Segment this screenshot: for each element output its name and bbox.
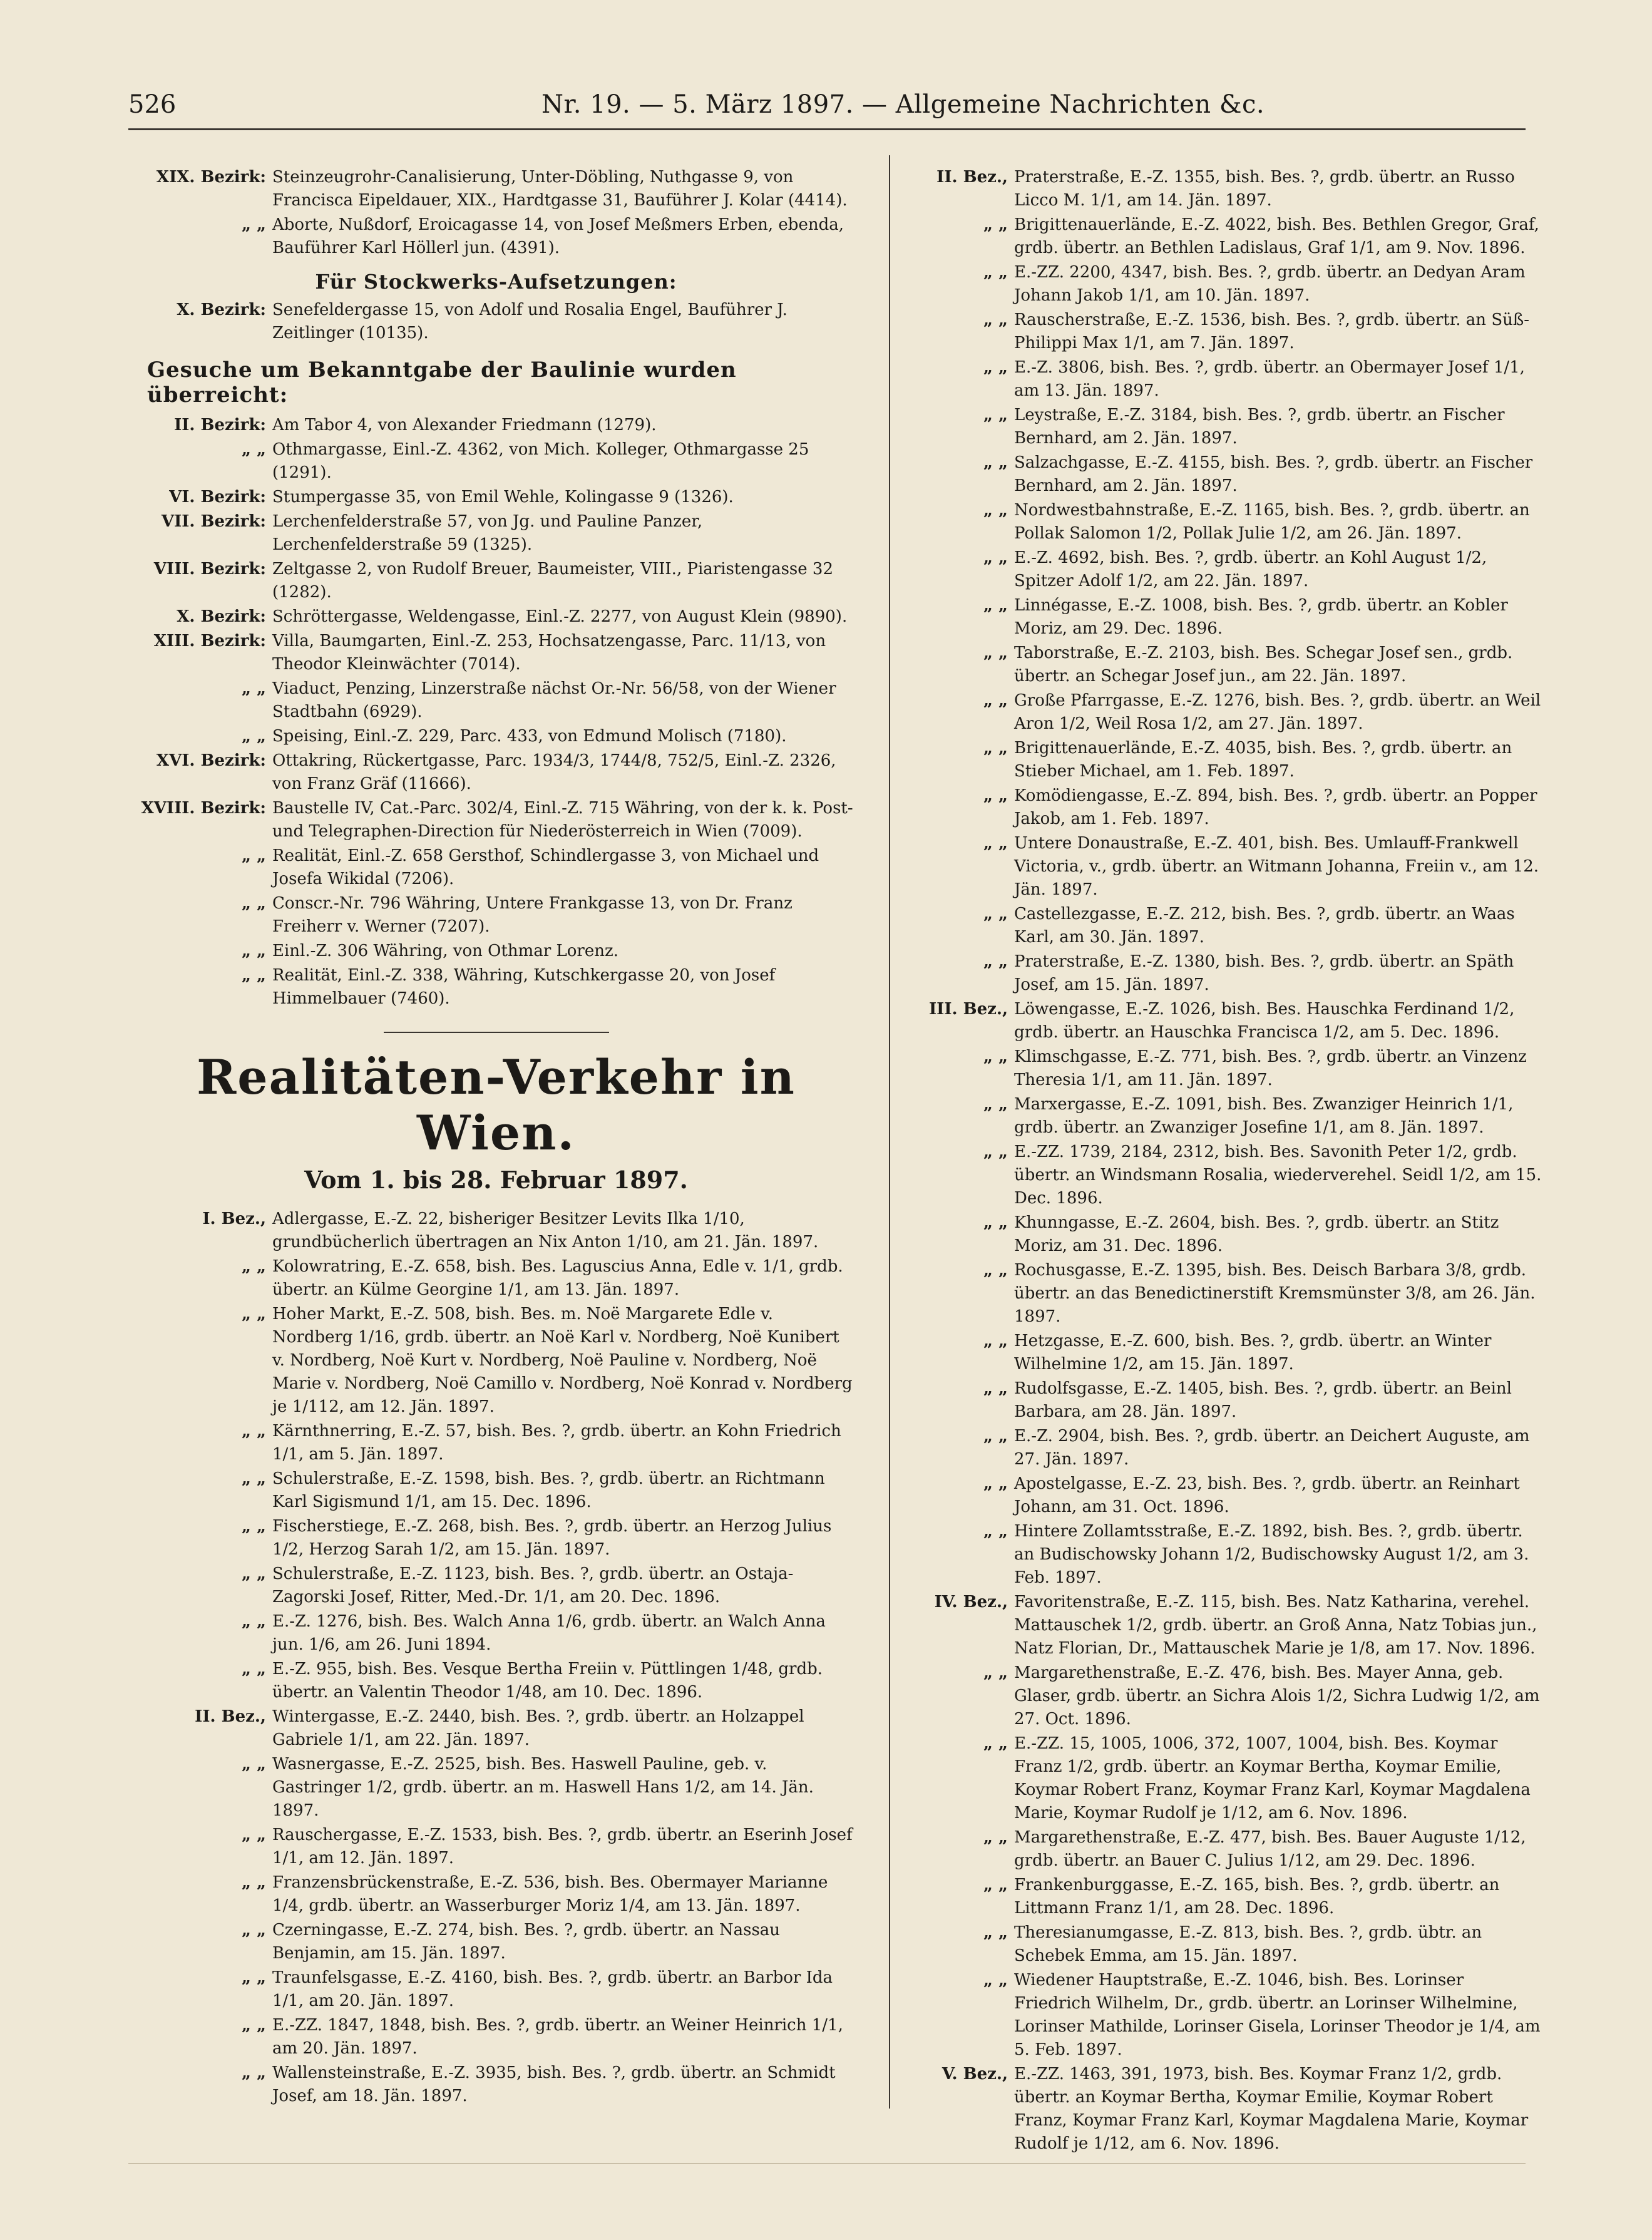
list-item [135, 1208, 858, 1254]
district-label: „ „ [983, 905, 1008, 923]
entry-text: Ottakring, Rückertgasse, Parc. 1934/3, 1744/8, 752/5, Einl.-Z. 2326, von Franz Gräf (11666). [272, 751, 836, 793]
entry-text: Realität, Einl.-Z. 338, Währing, Kutschkergasse 20, von Josef Himmelbauer (7460). [272, 966, 776, 1008]
list-item [920, 1662, 1546, 1731]
entry-text: Viaduct, Penzing, Linzerstraße nächst Or.-Nr. 56/58, von der Wiener Stadtbahn (6929). [272, 679, 836, 721]
list-item [920, 1330, 1546, 1376]
district-label: „ „ [242, 1612, 266, 1631]
entry-text: Rauscherstraße, E.-Z. 1536, bish. Bes. ?, grdb. übertr. an Süß-Philippi Max 1/1, am 7. Jän. 1897. [1014, 311, 1530, 352]
entry-text: Traunfelsgasse, E.-Z. 4160, bish. Bes. ?, grdb. übertr. an Barbor Ida 1/1, am 20. Jän. 1897. [272, 1968, 833, 2010]
list-item [920, 499, 1546, 545]
entry-text: E.-ZZ. 1463, 391, 1973, bish. Bes. Koymar Franz 1/2, grdb. übertr. an Koymar Bertha, Koymar Emilie, Koymar Robert Franz, Koymar Franz Karl, Koymar Magdalena Marie, Koymar Rudolf je 1/12, am 6. Nov. 1896. [1014, 2065, 1529, 2153]
entry-text: Schulerstraße, E.-Z. 1123, bish. Bes. ?, grdb. übertr. an Ostaja-Zagorski Josef, Ritter, Med.-Dr. 1/1, am 20. Dec. 1896. [272, 1564, 794, 1606]
district-label: XIX. Bezirk: [156, 168, 266, 187]
list-item [135, 1753, 858, 1822]
list-item [920, 737, 1546, 783]
entry-text: Villa, Baumgarten, Einl.-Z. 253, Hochsatzengasse, Parc. 11/13, von Theodor Kleinwächter (7014). [272, 632, 826, 674]
district-label: XVI. Bezirk: [156, 751, 266, 770]
right-column [920, 166, 1546, 2157]
list-item [135, 797, 858, 843]
entry-text: Salzachgasse, E.-Z. 4155, bish. Bes. ?, grdb. übertr. an Fischer Bernhard, am 2. Jän. 1897. [1014, 453, 1533, 495]
entry-text: Favoritenstraße, E.-Z. 115, bish. Bes. Natz Katharina, verehel. Mattauschek 1/2, grdb. übertr. an Groß Anna, Natz Tobias jun., Natz Florian, Dr., Mattauschek Marie je 1/8, am 17. Nov. 1896. [1014, 1593, 1537, 1658]
list-item [920, 404, 1546, 450]
entry-text: Wintergasse, E.-Z. 2440, bish. Bes. ?, grdb. übertr. an Holzappel Gabriele 1/1, am 22. Jän. 1897. [272, 1707, 804, 1749]
list-item [135, 2014, 858, 2060]
list-item [135, 1871, 858, 1918]
list-item [135, 1467, 858, 1514]
district-label: II. Bez., [936, 168, 1008, 187]
district-label: „ „ [983, 1876, 1008, 1894]
stockwerk-heading: Für Stockwerks-Aufsetzungen: [315, 270, 677, 294]
district-label: „ „ [983, 644, 1008, 662]
district-label: I. Bez., [202, 1210, 266, 1228]
district-label: „ „ [983, 215, 1008, 234]
list-item [920, 166, 1546, 212]
district-label: „ „ [242, 2016, 266, 2035]
district-label: XVIII. Bezirk: [141, 799, 266, 818]
list-item [135, 510, 858, 557]
district-label: „ „ [242, 1921, 266, 1939]
entry-text: Untere Donaustraße, E.-Z. 401, bish. Bes. Umlauff-Frankwell Victoria, v., grdb. übertr. an Witmann Johanna, Freiin v., am 12. Jän. 1897. [1014, 834, 1539, 899]
district-label: „ „ [983, 1261, 1008, 1280]
district-label: V. Bez., [941, 2065, 1008, 2083]
list-item [920, 309, 1546, 355]
district-label: „ „ [983, 501, 1008, 520]
district-label: „ „ [242, 1826, 266, 1844]
list-item [920, 1826, 1546, 1873]
district-label: „ „ [242, 894, 266, 913]
entry-text: E.-ZZ. 15, 1005, 1006, 372, 1007, 1004, bish. Bes. Koymar Franz 1/2, grdb. übertr. an Koymar Bertha, Koymar Emilie, Koymar Robert Franz, Koymar Franz Karl, Koymar Magdalena Marie, Koymar Rudolf je 1/12, am 6. Nov. 1896. [1014, 1734, 1531, 1822]
entry-text: Khunngasse, E.-Z. 2604, bish. Bes. ?, grdb. übertr. an Stitz Moriz, am 31. Dec. 1896. [1014, 1213, 1499, 1255]
list-item [135, 725, 858, 748]
district-label: „ „ [242, 942, 266, 960]
date-range: Vom 1. bis 28. Februar 1897. [304, 1166, 688, 1194]
list-item [135, 1515, 858, 1561]
list-item [920, 1969, 1546, 2062]
district-label: „ „ [242, 1517, 266, 1536]
entry-text: Marxergasse, E.-Z. 1091, bish. Bes. Zwanziger Heinrich 1/1, grdb. übertr. an Zwanziger Josefine 1/1, am 8. Jän. 1897. [1014, 1095, 1514, 1137]
entry-text: Speising, Einl.-Z. 229, Parc. 433, von Edmund Molisch (7180). [272, 727, 787, 746]
district-label: „ „ [242, 2063, 266, 2082]
list-item [920, 689, 1546, 736]
intro-list [135, 166, 858, 260]
district-label: „ „ [242, 1305, 266, 1323]
district-label: „ „ [983, 1427, 1008, 1446]
entry-text: E.-ZZ. 1847, 1848, bish. Bes. ?, grdb. übertr. an Weiner Heinrich 1/1, am 20. Jän. 1897. [272, 2016, 843, 2058]
district-label: „ „ [983, 739, 1008, 758]
entry-text: Theresianumgasse, E.-Z. 813, bish. Bes. ?, grdb. übtr. an Schebek Emma, am 15. Jän. 1897. [1014, 1923, 1482, 1965]
entry-text: Taborstraße, E.-Z. 2103, bish. Bes. Schegar Josef sen., grdb. übertr. an Schegar Josef jun., am 22. Jän. 1897. [1014, 644, 1513, 686]
list-item [920, 1259, 1546, 1328]
list-item [135, 845, 858, 891]
page-header [128, 80, 1526, 124]
district-label: IV. Bez., [934, 1593, 1008, 1611]
district-label: „ „ [242, 966, 266, 985]
entry-text: Linnégasse, E.-Z. 1008, bish. Bes. ?, grdb. übertr. an Kobler Moriz, am 29. Dec. 1896. [1014, 596, 1508, 638]
entry-text: Aborte, Nußdorf, Eroicagasse 14, von Josef Meßmers Erben, ebenda, Bauführer Karl Höllerl jun. (4391). [272, 215, 844, 257]
entry-text: Franzensbrückenstraße, E.-Z. 536, bish. Bes. Obermayer Marianne 1/4, grdb. übertr. an Wasserburger Moriz 1/4, am 13. Jän. 1897. [272, 1873, 828, 1915]
district-label: XIII. Bezirk: [153, 632, 266, 650]
entry-text: Kärnthnerring, E.-Z. 57, bish. Bes. ?, grdb. übertr. an Kohn Friedrich 1/1, am 5. Jän. 1897. [272, 1422, 841, 1464]
list-item [920, 1732, 1546, 1825]
district-label: „ „ [242, 679, 266, 698]
district-label: X. Bezirk: [177, 301, 266, 319]
list-item [135, 1919, 858, 1965]
list-item [920, 1141, 1546, 1210]
district-label: „ „ [983, 358, 1008, 377]
list-item [135, 1705, 858, 1752]
realty-list-left [135, 1208, 858, 2108]
entry-text: Praterstraße, E.-Z. 1380, bish. Bes. ?, grdb. übertr. an Späth Josef, am 15. Jän. 1897. [1014, 952, 1514, 994]
entry-text: Apostelgasse, E.-Z. 23, bish. Bes. ?, grdb. übertr. an Reinhart Johann, am 31. Oct. 1896. [1014, 1474, 1520, 1516]
district-label: „ „ [983, 1663, 1008, 1682]
district-label: „ „ [242, 1564, 266, 1583]
list-item [920, 1874, 1546, 1920]
entry-text: E.-Z. 3806, bish. Bes. ?, grdb. übertr. an Obermayer Josef 1/1, am 13. Jän. 1897. [1014, 358, 1525, 400]
entry-text: Am Tabor 4, von Alexander Friedmann (1279). [272, 416, 657, 434]
realty-list-right [920, 166, 1546, 2155]
district-label: „ „ [983, 1734, 1008, 1753]
list-item [135, 486, 858, 509]
list-item [920, 547, 1546, 593]
list-item [135, 414, 858, 437]
list-item [135, 749, 858, 796]
district-label: „ „ [983, 691, 1008, 710]
entry-text: Einl.-Z. 306 Währing, von Othmar Lorenz. [272, 942, 618, 960]
list-item [920, 2063, 1546, 2155]
entry-text: Wiedener Hauptstraße, E.-Z. 1046, bish. Bes. Lorinser Friedrich Wilhelm, Dr., grdb. übertr. an Lorinser Wilhelmine, Lorinser Mathilde, Lorinser Gisela, Lorinser Theodor je 1/4, am 5. Feb. 1897. [1014, 1971, 1541, 2059]
list-item [135, 605, 858, 629]
entry-text: Othmargasse, Einl.-Z. 4362, von Mich. Kolleger, Othmargasse 25 (1291). [272, 440, 809, 482]
list-item [135, 1303, 858, 1419]
entry-text: Stumpergasse 35, von Emil Wehle, Kolingasse 9 (1326). [272, 488, 734, 506]
baulinie-list [135, 414, 858, 1010]
left-column [135, 166, 858, 2109]
entry-text: Hintere Zollamtsstraße, E.-Z. 1892, bish. Bes. ?, grdb. übertr. an Budischowsky Johann 1/2, Budischowsky August 1/2, am 3. Feb. 1897. [1014, 1522, 1529, 1587]
bottom-edge [128, 2163, 1526, 2164]
district-label: „ „ [242, 1968, 266, 1987]
entry-text: Praterstraße, E.-Z. 1355, bish. Bes. ?, grdb. übertr. an Russo Licco M. 1/1, am 14. Jän. 1897. [1014, 168, 1515, 210]
list-item [920, 261, 1546, 307]
entry-text: Lerchenfelderstraße 57, von Jg. und Pauline Panzer, Lerchenfelderstraße 59 (1325). [272, 512, 703, 554]
entry-text: Hetzgasse, E.-Z. 600, bish. Bes. ?, grdb. übertr. an Winter Wilhelmine 1/2, am 15. Jän. 1897. [1014, 1332, 1492, 1374]
list-item [135, 964, 858, 1010]
list-item [135, 558, 858, 604]
list-item [920, 1591, 1546, 1660]
district-label: „ „ [983, 834, 1008, 853]
entry-text: Leystraße, E.-Z. 3184, bish. Bes. ?, grdb. übertr. an Fischer Bernhard, am 2. Jän. 1897. [1014, 406, 1505, 448]
column-separator [889, 155, 890, 2109]
entry-text: Nordwestbahnstraße, E.-Z. 1165, bish. Bes. ?, grdb. übertr. an Pollak Salomon 1/2, Pollak Julie 1/2, am 26. Jän. 1897. [1014, 501, 1530, 543]
district-label: X. Bezirk: [177, 607, 266, 626]
list-item [135, 213, 858, 260]
list-item [920, 213, 1546, 260]
list-item [135, 1563, 858, 1609]
district-label: „ „ [983, 1474, 1008, 1493]
entry-text: Klimschgasse, E.-Z. 771, bish. Bes. ?, grdb. übertr. an Vinzenz Theresia 1/1, am 11. Jän. 1897. [1014, 1047, 1527, 1089]
list-item [920, 1377, 1546, 1424]
list-item [135, 677, 858, 724]
entry-text: Brigittenauerlände, E.-Z. 4035, bish. Bes. ?, grdb. übertr. an Stieber Michael, am 1. Feb. 1897. [1014, 739, 1512, 781]
entry-text: E.-Z. 4692, bish. Bes. ?, grdb. übertr. an Kohl August 1/2, Spitzer Adolf 1/2, am 22. Jän. 1897. [1014, 548, 1487, 590]
list-item [135, 166, 858, 212]
entry-text: Wallensteinstraße, E.-Z. 3935, bish. Bes. ?, grdb. übertr. an Schmidt Josef, am 18. Jän. 1897. [272, 2063, 836, 2105]
district-label: „ „ [983, 1379, 1008, 1398]
entry-text: E.-ZZ. 2200, 4347, bish. Bes. ?, grdb. übertr. an Dedyan Aram Johann Jakob 1/1, am 10. Jän. 1897. [1014, 263, 1526, 305]
entry-text: Margarethenstraße, E.-Z. 477, bish. Bes. Bauer Auguste 1/12, grdb. übertr. an Bauer C. Julius 1/12, am 29. Dec. 1896. [1014, 1828, 1526, 1870]
list-item [920, 1921, 1546, 1968]
district-label: „ „ [983, 1522, 1008, 1541]
district-label: „ „ [242, 1755, 266, 1774]
entry-text: E.-ZZ. 1739, 2184, 2312, bish. Bes. Savonith Peter 1/2, grdb. übertr. an Windsmann Rosalia, wiederverehel. Seidl 1/2, am 15. Dec. 1896. [1014, 1143, 1542, 1208]
entry-text: E.-Z. 1276, bish. Bes. Walch Anna 1/6, grdb. übertr. an Walch Anna jun. 1/6, am 26. Juni 1894. [272, 1612, 826, 1654]
page-number: 526 [128, 90, 177, 119]
entry-text: Kolowratring, E.-Z. 658, bish. Bes. Laguscius Anna, Edle v. 1/1, grdb. übertr. an Külme Georgine 1/1, am 13. Jän. 1897. [272, 1257, 843, 1299]
section-title: Realitäten-Verkehr in Wien. [197, 1049, 796, 1161]
district-label: „ „ [242, 215, 266, 234]
district-label: „ „ [242, 846, 266, 865]
list-item [135, 630, 858, 676]
district-label: II. Bezirk: [174, 416, 266, 434]
district-label: III. Bez., [929, 1000, 1008, 1019]
list-item [135, 299, 858, 345]
entry-text: Baustelle IV, Cat.-Parc. 302/4, Einl.-Z. 715 Währing, von der k. k. Post- und Telegraphen-Direction für Niederösterreich in Wien (7009). [272, 799, 853, 841]
district-label: „ „ [242, 1469, 266, 1488]
entry-text: Wasnergasse, E.-Z. 2525, bish. Bes. Haswell Pauline, geb. v. Gastringer 1/2, grdb. übertr. an m. Haswell Hans 1/2, am 14. Jän. 1897. [272, 1755, 814, 1820]
district-label: „ „ [242, 1873, 266, 1892]
list-item [920, 950, 1546, 997]
district-label: VI. Bezirk: [169, 488, 266, 506]
entry-text: Komödiengasse, E.-Z. 894, bish. Bes. ?, grdb. übertr. an Popper Jakob, am 1. Feb. 1897. [1014, 786, 1537, 828]
entry-text: Fischerstiege, E.-Z. 268, bish. Bes. ?, grdb. übertr. an Herzog Julius 1/2, Herzog Sarah 1/2, am 15. Jän. 1897. [272, 1517, 832, 1559]
list-item [920, 1520, 1546, 1590]
entry-text: Frankenburggasse, E.-Z. 165, bish. Bes. ?, grdb. übertr. an Littmann Franz 1/1, am 28. Dec. 1896. [1014, 1876, 1500, 1918]
district-label: „ „ [242, 727, 266, 746]
running-title: Nr. 19. — 5. März 1897. — Allgemeine Nachrichten &c. [541, 90, 1265, 119]
entry-text: Conscr.-Nr. 796 Währing, Untere Frankgasse 13, von Dr. Franz Freiherr v. Werner (7207). [272, 894, 793, 936]
list-item [920, 1472, 1546, 1519]
district-label: „ „ [983, 1923, 1008, 1942]
entry-text: E.-Z. 2904, bish. Bes. ?, grdb. übertr. an Deichert Auguste, am 27. Jän. 1897. [1014, 1427, 1530, 1469]
district-label: II. Bez., [195, 1707, 266, 1726]
entry-text: Löwengasse, E.-Z. 1026, bish. Bes. Hauschka Ferdinand 1/2, grdb. übertr. an Hauschka Francisca 1/2, am 5. Dec. 1896. [1014, 1000, 1515, 1042]
list-item [135, 1658, 858, 1704]
entry-text: Czerningasse, E.-Z. 274, bish. Bes. ?, grdb. übertr. an Nassau Benjamin, am 15. Jän. 1897. [272, 1921, 781, 1963]
entry-text: Castellezgasse, E.-Z. 212, bish. Bes. ?, grdb. übertr. an Waas Karl, am 30. Jän. 1897. [1014, 905, 1515, 947]
list-item [135, 1255, 858, 1302]
entry-text: Große Pfarrgasse, E.-Z. 1276, bish. Bes. ?, grdb. übertr. an Weil Aron 1/2, Weil Rosa 1/2, am 27. Jän. 1897. [1014, 691, 1541, 733]
district-label: „ „ [983, 263, 1008, 282]
list-item [135, 438, 858, 485]
entry-text: Senefeldergasse 15, von Adolf und Rosalia Engel, Bauführer J. Zeitlinger (10135). [272, 301, 788, 342]
district-label: „ „ [983, 1047, 1008, 1066]
district-label: „ „ [983, 1213, 1008, 1232]
stockwerk-list [135, 299, 858, 345]
entry-text: Zeltgasse 2, von Rudolf Breuer, Baumeister, VIII., Piaristengasse 32 (1282). [272, 560, 834, 602]
list-item [920, 1211, 1546, 1258]
district-label: „ „ [242, 1660, 266, 1678]
list-item [920, 832, 1546, 902]
entry-text: Rudolfsgasse, E.-Z. 1405, bish. Bes. ?, grdb. übertr. an Beinl Barbara, am 28. Jän. 1897. [1014, 1379, 1512, 1421]
entry-text: Hoher Markt, E.-Z. 508, bish. Bes. m. Noë Margarete Edle v. Nordberg 1/16, grdb. übertr. an Noë Karl v. Nordberg, Noë Kunibert v. Nordberg, Noë Kurt v. Nordberg, Noë Pauline v. Nordberg, Noë Marie v. Nordberg, Noë Camillo v. Nordberg, Noë Konrad v. Nordberg je 1/112, am 12. Jän. 1897. [272, 1305, 853, 1416]
district-label: „ „ [983, 1095, 1008, 1114]
entry-text: E.-Z. 955, bish. Bes. Vesque Bertha Freiin v. Püttlingen 1/48, grdb. übertr. an Valentin Theodor 1/48, am 10. Dec. 1896. [272, 1660, 823, 1702]
entry-text: Margarethenstraße, E.-Z. 476, bish. Bes. Mayer Anna, geb. Glaser, grdb. übertr. an Sichra Alois 1/2, Sichra Ludwig 1/2, am 27. Oct. 1896. [1014, 1663, 1540, 1729]
district-label: „ „ [983, 1971, 1008, 1990]
entry-text: Adlergasse, E.-Z. 22, bisheriger Besitzer Levits Ilka 1/10, grundbücherlich übertragen an Nix Anton 1/10, am 21. Jän. 1897. [272, 1210, 819, 1251]
list-item [920, 1046, 1546, 1092]
section-divider [384, 1032, 609, 1033]
list-item [135, 1610, 858, 1657]
entry-text: Schulerstraße, E.-Z. 1598, bish. Bes. ?, grdb. übertr. an Richtmann Karl Sigismund 1/1, am 15. Dec. 1896. [272, 1469, 825, 1511]
entry-text: Brigittenauerlände, E.-Z. 4022, bish. Bes. Bethlen Gregor, Graf, grdb. übertr. an Bethlen Ladislaus, Graf 1/1, am 9. Nov. 1896. [1014, 215, 1539, 257]
header-rule [128, 128, 1526, 130]
entry-text: Rochusgasse, E.-Z. 1395, bish. Bes. Deisch Barbara 3/8, grdb. übertr. an das Benedictinerstift Kremsmünster 3/8, am 26. Jän. 1897. [1014, 1261, 1536, 1326]
list-item [920, 356, 1546, 403]
list-item [135, 940, 858, 963]
entry-text: Steinzeugrohr-Canalisierung, Unter-Döbling, Nuthgasse 9, von Francisca Eipeldauer, XIX., Hardtgasse 31, Bauführer J. Kolar (4414). [272, 168, 848, 210]
list-item [135, 1966, 858, 2013]
list-item [135, 1420, 858, 1466]
list-item [920, 784, 1546, 831]
district-label: „ „ [242, 1257, 266, 1276]
district-label: „ „ [983, 311, 1008, 329]
district-label: VIII. Bezirk: [153, 560, 266, 578]
district-label: „ „ [242, 440, 266, 459]
list-item [135, 892, 858, 938]
list-item [920, 903, 1546, 949]
list-item [920, 1093, 1546, 1139]
district-label: „ „ [983, 786, 1008, 805]
district-label: „ „ [983, 1143, 1008, 1161]
entry-text: Schröttergasse, Weldengasse, Einl.-Z. 2277, von August Klein (9890). [272, 607, 848, 626]
entry-text: Rauschergasse, E.-Z. 1533, bish. Bes. ?, grdb. übertr. an Eserinh Josef 1/1, am 12. Jän. 1897. [272, 1826, 853, 1868]
district-label: „ „ [983, 596, 1008, 615]
district-label: „ „ [983, 952, 1008, 971]
list-item [135, 1824, 858, 1870]
list-item [920, 998, 1546, 1044]
district-label: „ „ [242, 1422, 266, 1441]
district-label: „ „ [983, 453, 1008, 472]
district-label: „ „ [983, 406, 1008, 424]
list-item [920, 594, 1546, 640]
district-label: „ „ [983, 548, 1008, 567]
district-label: „ „ [983, 1828, 1008, 1847]
list-item [920, 451, 1546, 498]
district-label: „ „ [983, 1332, 1008, 1350]
list-item [135, 2062, 858, 2108]
district-label: VII. Bezirk: [161, 512, 266, 531]
entry-text: Realität, Einl.-Z. 658 Gersthof, Schindlergasse 3, von Michael und Josefa Wikidal (7206). [272, 846, 819, 888]
baulinie-heading: Gesuche um Bekanntgabe der Baulinie wurden überreicht: [147, 357, 737, 408]
list-item [920, 642, 1546, 688]
list-item [920, 1425, 1546, 1471]
